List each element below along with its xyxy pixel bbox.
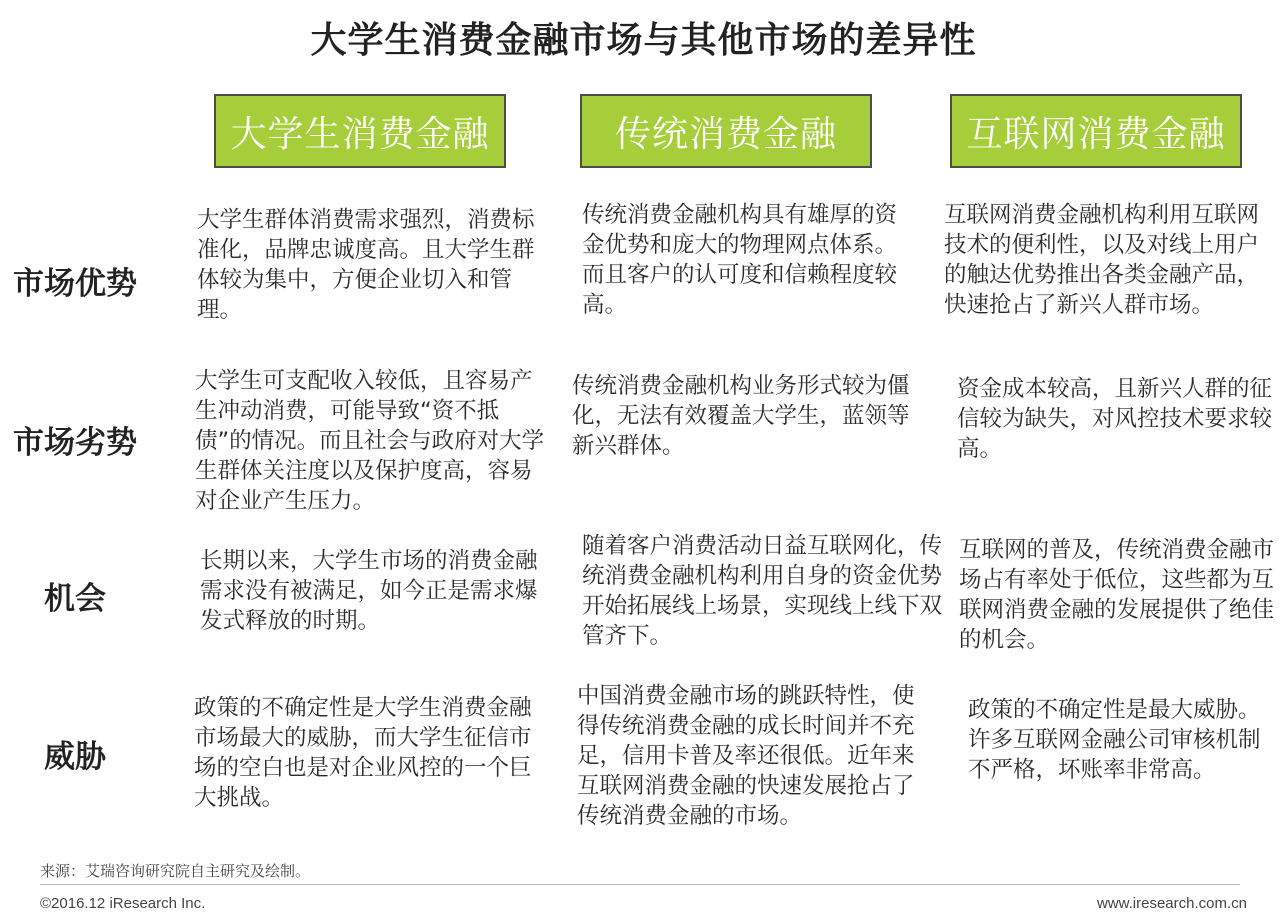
column-header-traditional: 传统消费金融 <box>580 94 872 168</box>
cell-threat-traditional: 中国消费金融市场的跳跃特性，使得传统消费金融的成长时间并不充足，信用卡普及率还很低。近年来互联网消费金融的快速发展抢占了传统消费金融的市场。 <box>577 683 915 829</box>
cell-advantage-college: 大学生群体消费需求强烈，消费标准化，品牌忠诚度高。且大学生群体较为集中，方便企业切入和管理。 <box>197 207 535 323</box>
cell-opportunity-college: 长期以来，大学生市场的消费金融需求没有被满足，如今正是需求爆发式释放的时期。 <box>200 548 538 634</box>
cell-threat-college: 政策的不确定性是大学生消费金融市场最大的威胁，而大学生征信市场的空白也是对企业风控的一个巨大挑战。 <box>194 695 532 811</box>
cell-opportunity-traditional: 随着客户消费活动日益互联网化，传统消费金融机构利用自身的资金优势开始拓展线上场景，实现线上线下双管齐下。 <box>582 533 943 649</box>
source-note: 来源：艾瑞咨询研究院自主研究及绘制。 <box>40 862 311 880</box>
column-header-internet: 互联网消费金融 <box>950 94 1242 168</box>
cell-threat-internet: 政策的不确定性是最大威胁。许多互联网金融公司审核机制不严格，坏账率非常高。 <box>968 697 1261 783</box>
cell-opportunity-internet: 互联网的普及，传统消费金融市场占有率处于低位，这些都为互联网消费金融的发展提供了绝佳的机会。 <box>959 537 1275 653</box>
row-label-advantage: 市场优势 <box>13 266 137 302</box>
cell-advantage-internet: 互联网消费金融机构利用互联网技术的便利性，以及对线上用户的触达优势推出各类金融产品，快速抢占了新兴人群市场。 <box>944 202 1260 318</box>
row-label-disadvantage: 市场劣势 <box>13 425 137 461</box>
page-title: 大学生消费金融市场与其他市场的差异性 <box>310 20 977 61</box>
footer-divider <box>40 884 1240 885</box>
cell-disadvantage-traditional: 传统消费金融机构业务形式较为僵化，无法有效覆盖大学生，蓝领等新兴群体。 <box>572 373 910 459</box>
column-header-college: 大学生消费金融 <box>214 94 506 168</box>
cell-advantage-traditional: 传统消费金融机构具有雄厚的资金优势和庞大的物理网点体系。而且客户的认可度和信赖程度较高。 <box>582 202 898 318</box>
website-link[interactable]: www.iresearch.com.cn <box>1096 895 1247 912</box>
cell-disadvantage-college: 大学生可支配收入较低，且容易产生冲动消费，可能导致“资不抵债”的情况。而且社会与政府对大学生群体关注度以及保护度高，容易对企业产生压力。 <box>195 368 545 514</box>
row-label-opportunity: 机会 <box>44 581 106 617</box>
row-label-threat: 威胁 <box>44 739 106 775</box>
copyright-text: ©2016.12 iResearch Inc. <box>40 895 206 912</box>
cell-disadvantage-internet: 资金成本较高，且新兴人群的征信较为缺失，对风控技术要求较高。 <box>957 376 1273 462</box>
